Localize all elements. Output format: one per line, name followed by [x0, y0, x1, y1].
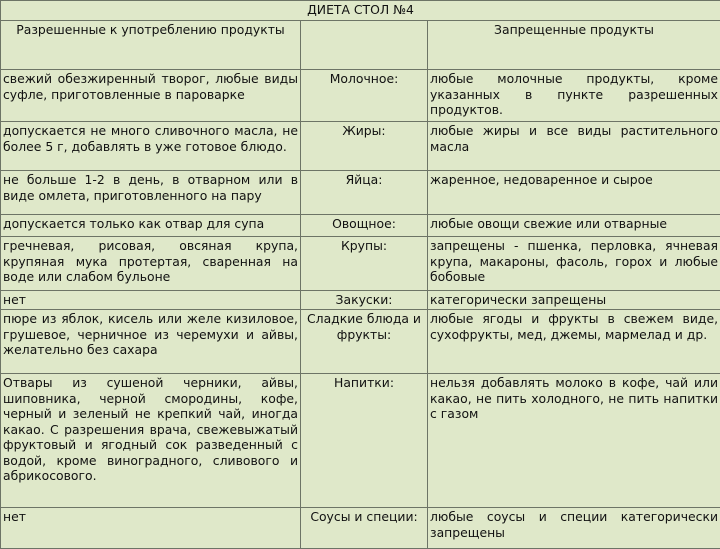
- forbidden-cell: жаренное, недоваренное и сырое: [428, 171, 720, 215]
- allowed-cell: нет: [1, 291, 301, 310]
- header-forbidden: Запрещенные продукты: [428, 21, 720, 70]
- category-cell: Сладкие блюда и фрукты:: [301, 310, 428, 374]
- table-row: [1, 122, 720, 171]
- header-allowed: Разрешенные к употреблению продукты: [1, 21, 301, 70]
- forbidden-cell: любые ягоды и фрукты в свежем виде, сухофрукты, мед, джемы, мармелад и др.: [428, 310, 720, 374]
- table-row: [1, 171, 720, 215]
- allowed-cell: пюре из яблок, кисель или желе кизиловое, грушевое, черничное из черемухи и айвы, желательно без сахара: [1, 310, 301, 374]
- forbidden-cell: любые овощи свежие или отварные: [428, 215, 720, 237]
- category-cell: Соусы и специи:: [301, 508, 428, 549]
- table-row: [1, 291, 720, 310]
- table-row: [1, 374, 720, 508]
- allowed-cell: Отвары из сушеной черники, айвы, шиповника, черной смородины, кофе, черный и зеленый не крепкий чай, иногда какао. С разрешения врача, свежевыжатый фруктовый и ягодный сок разведенный с водой, кроме виноградного, сливового и абрикосового.: [1, 374, 301, 508]
- allowed-cell: нет: [1, 508, 301, 549]
- category-cell: Овощное:: [301, 215, 428, 237]
- header-category: [301, 21, 428, 70]
- forbidden-cell: любые молочные продукты, кроме указанных в пункте разрешенных продуктов.: [428, 70, 720, 122]
- table-row: [1, 508, 720, 549]
- category-cell: Молочное:: [301, 70, 428, 122]
- table-row: [1, 70, 720, 122]
- category-cell: Напитки:: [301, 374, 428, 508]
- table-title: ДИЕТА СТОЛ №4: [1, 1, 720, 21]
- category-cell: Закуски:: [301, 291, 428, 310]
- allowed-cell: свежий обезжиренный творог, любые виды суфле, приготовленные в пароварке: [1, 70, 301, 122]
- allowed-cell: не больше 1-2 в день, в отварном или в виде омлета, приготовленного на пару: [1, 171, 301, 215]
- table-row: [1, 215, 720, 237]
- allowed-cell: допускается не много сливочного масла, не более 5 г, добавлять в уже готовое блюдо.: [1, 122, 301, 171]
- forbidden-cell: категорически запрещены: [428, 291, 720, 310]
- forbidden-cell: нельзя добавлять молоко в кофе, чай или какао, не пить холодного, не пить напитки с газом: [428, 374, 720, 508]
- table-row: [1, 237, 720, 291]
- title-row: [1, 1, 720, 21]
- category-cell: Яйца:: [301, 171, 428, 215]
- header-row: [1, 21, 720, 70]
- allowed-cell: гречневая, рисовая, овсяная крупа, крупяная мука протертая, сваренная на воде или слабом бульоне: [1, 237, 301, 291]
- allowed-cell: допускается только как отвар для супа: [1, 215, 301, 237]
- forbidden-cell: любые соусы и специи категорически запрещены: [428, 508, 720, 549]
- table-row: [1, 310, 720, 374]
- category-cell: Крупы:: [301, 237, 428, 291]
- forbidden-cell: любые жиры и все виды растительного масла: [428, 122, 720, 171]
- forbidden-cell: запрещены - пшенка, перловка, ячневая крупа, макароны, фасоль, горох и любые бобовые: [428, 237, 720, 291]
- category-cell: Жиры:: [301, 122, 428, 171]
